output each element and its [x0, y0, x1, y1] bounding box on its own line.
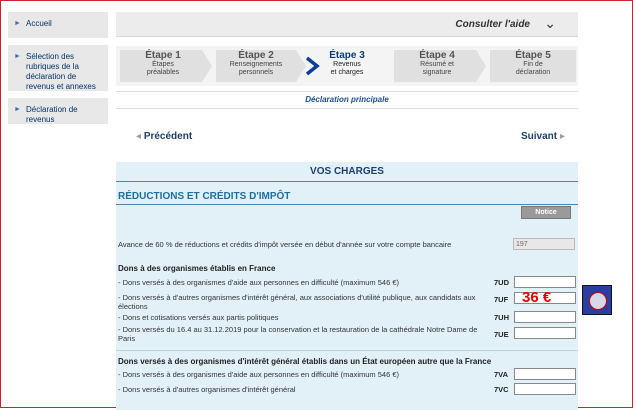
sidebar-item-declaration[interactable] — [8, 98, 108, 124]
previous-link[interactable] — [136, 131, 192, 142]
step-desc: Résumé et signature — [420, 61, 454, 76]
row-code: 7UE — [494, 330, 509, 339]
input-7uf-value: 36 € — [522, 289, 552, 306]
row-label: - Dons versés à des organismes d'aide aux personnes en difficulté (maximum 546 €) — [118, 278, 400, 287]
step-title: Étape 2 — [238, 50, 274, 61]
official-emblem-icon — [582, 285, 612, 315]
group-title-france: Dons à des organismes établis en France — [118, 264, 276, 273]
row-label: - Dons versés à d'autres organismes d'intérêt général, aux associations d'utilité publique, aux candidats aux élections — [118, 293, 476, 311]
avance-label: Avance de 60 % de réductions et crédits d'impôt versée en début d'année sur votre compte bancaire — [118, 240, 452, 249]
charges-panel — [116, 162, 578, 410]
next-link[interactable] — [521, 131, 565, 142]
sidebar — [8, 12, 108, 131]
step-desc: Étapes préalables — [146, 61, 180, 76]
row-code: 7VA — [494, 370, 509, 379]
chevron-left-icon: ◂ — [136, 131, 142, 142]
input-7va[interactable] — [514, 368, 576, 380]
subtitle-bar — [116, 91, 578, 109]
subtitle: Déclaration principale — [305, 95, 389, 104]
avance-field: 197 — [513, 238, 575, 250]
chevron-right-icon: ▸ — [559, 131, 565, 142]
divider — [116, 350, 578, 351]
row-label: - Dons versés à d'autres organismes d'intérêt général — [118, 385, 296, 394]
play-arrow-icon: ► — [14, 20, 21, 27]
row-label: - Dons versés à des organismes d'aide aux personnes en difficulté (maximum 546 €) — [118, 370, 400, 379]
step-4[interactable] — [394, 50, 480, 82]
steps-bar — [116, 46, 578, 86]
step-title: Étape 1 — [145, 50, 181, 61]
input-7uh[interactable] — [514, 311, 576, 323]
previous-label[interactable]: Précédent — [143, 131, 193, 142]
input-7ud[interactable] — [514, 276, 576, 288]
divider — [116, 204, 578, 205]
row-code: 7UD — [494, 278, 510, 287]
step-1[interactable] — [120, 50, 206, 82]
play-arrow-icon: ► — [14, 53, 21, 60]
row-label: - Dons versés du 16.4 au 31.12.2019 pour la conservation et la restauration de la cathédrale Notre Dame de Paris — [118, 325, 478, 343]
double-chevron-down-icon[interactable]: ⌄ — [544, 15, 556, 31]
next-label[interactable]: Suivant — [521, 131, 558, 142]
help-bar[interactable] — [116, 12, 578, 37]
row-code: 7UF — [494, 295, 509, 304]
sidebar-item-selection-rubriques[interactable] — [8, 45, 108, 91]
step-desc: Renseignements personnels — [229, 61, 283, 76]
current-step-arrow-icon — [304, 56, 320, 76]
group-title-europe: Dons versés à des organismes d'intérêt général établis dans un État européen autre que la France — [118, 357, 492, 366]
help-label[interactable]: Consulter l'aide — [455, 19, 530, 30]
sidebar-item-label: Sélection des rubriques de la déclaration de revenus et annexes — [26, 52, 96, 91]
row-code: 7UH — [494, 313, 510, 322]
sidebar-item-label: Accueil — [26, 19, 52, 28]
panel-title: VOS CHARGES — [310, 166, 384, 177]
step-5[interactable] — [490, 50, 576, 82]
step-title: Étape 3 — [329, 50, 365, 61]
play-arrow-icon: ► — [14, 106, 21, 113]
divider — [116, 181, 578, 182]
sidebar-item-accueil[interactable] — [8, 12, 108, 38]
step-desc: Fin de déclaration — [515, 61, 551, 76]
row-label: - Dons et cotisations versés aux partis politiques — [118, 313, 279, 322]
input-7ue[interactable] — [514, 327, 576, 339]
step-desc: Revenus et charges — [330, 61, 364, 76]
step-2[interactable] — [216, 50, 296, 82]
section-title: RÉDUCTIONS ET CRÉDITS D'IMPÔT — [118, 191, 291, 202]
step-title: Étape 4 — [419, 50, 455, 61]
step-3[interactable] — [322, 50, 372, 82]
sidebar-item-label: Déclaration de revenus — [26, 105, 78, 124]
input-7vc[interactable] — [514, 383, 576, 395]
step-title: Étape 5 — [515, 50, 551, 61]
notice-button[interactable]: Notice — [521, 206, 571, 219]
row-code: 7VC — [494, 385, 509, 394]
